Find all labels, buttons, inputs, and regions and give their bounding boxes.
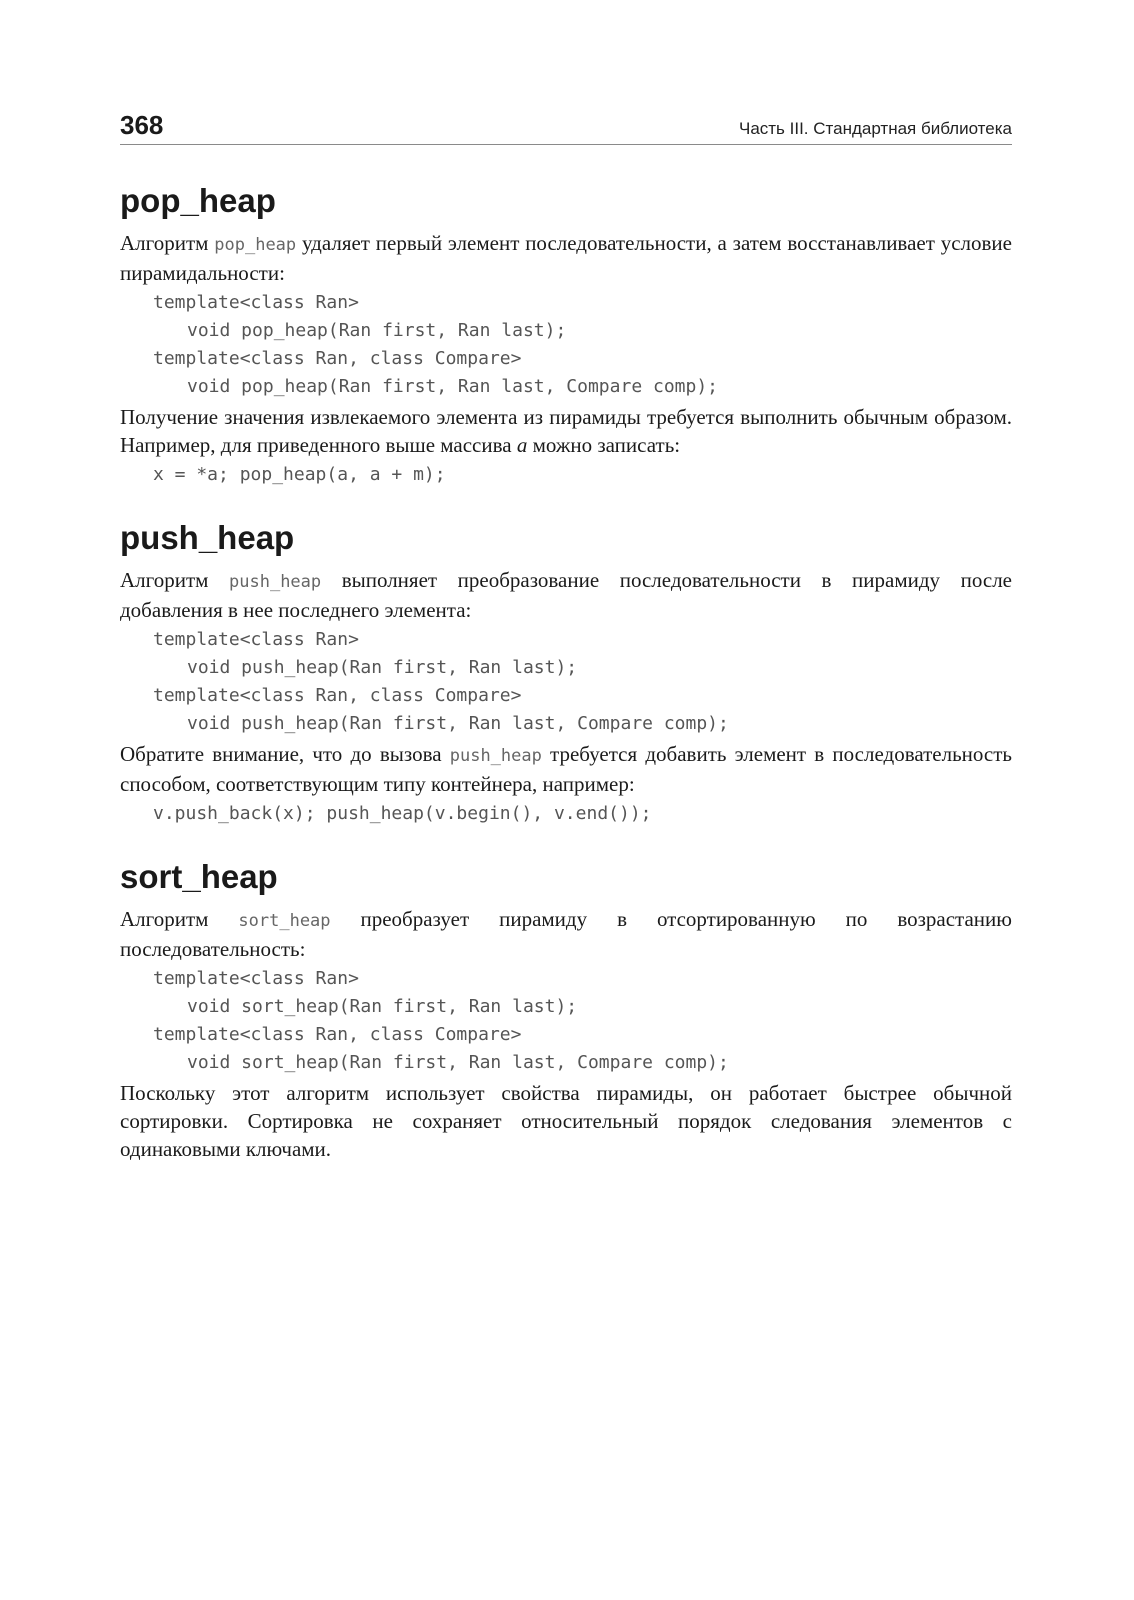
- section-pop-heap: [120, 182, 1012, 489]
- pop-heap-note: [120, 403, 1012, 459]
- push-heap-example: [153, 800, 1012, 828]
- section-title-sort-heap: sort_heap: [120, 858, 278, 895]
- sort-heap-signatures: [153, 965, 1012, 1077]
- code-line: template<class Ran>: [153, 292, 359, 313]
- push-heap-intro-code: push_heap: [229, 572, 322, 592]
- code-line: template<class Ran, class Compare>: [153, 1024, 522, 1045]
- section-title-push-heap: push_heap: [120, 519, 295, 556]
- code-line: template<class Ran, class Compare>: [153, 685, 522, 706]
- sort-heap-intro: [120, 905, 1012, 963]
- push-heap-note-after: требуется добавить элемент в последовательность способом, соответствующим типу контейнера, например:: [120, 742, 1013, 796]
- pop-heap-intro-after: удаляет первый элемент последовательности, а затем восстанавливает условие пирамидальности:: [120, 231, 1012, 285]
- push-heap-note-code: push_heap: [449, 746, 542, 766]
- code-line: void pop_heap(Ran first, Ran last, Compare comp);: [187, 376, 719, 397]
- sort-heap-intro-after: преобразует пирамиду в отсортированную по возрастанию последовательность:: [120, 907, 1012, 961]
- pop-heap-intro-before: Алгоритм: [120, 231, 215, 255]
- sort-heap-intro-code: sort_heap: [238, 911, 331, 931]
- pop-heap-intro-code: pop_heap: [214, 235, 297, 255]
- pop-heap-note-var: a: [516, 433, 528, 457]
- sort-heap-note: Поскольку этот алгоритм использует свойства пирамиды, он работает быстрее обычной сортировки. Сортировка не сохраняет относительный порядок следования элементов с одинаковыми ключами.: [120, 1081, 1012, 1161]
- code-line: void push_heap(Ran first, Ran last, Compare comp);: [187, 713, 729, 734]
- sort-heap-intro-before: Алгоритм: [120, 907, 239, 931]
- pop-heap-example: [153, 461, 1012, 489]
- code-line: void pop_heap(Ran first, Ran last);: [187, 320, 567, 341]
- push-heap-intro-before: Алгоритм: [120, 568, 230, 592]
- push-heap-note-before: Обратите внимание, что до вызова: [120, 742, 450, 766]
- pop-heap-note-before: Получение значения извлекаемого элемента из пирамиды требуется выполнить обычным образом. Например, для приведенного выше массива: [120, 405, 1012, 457]
- book-page: [120, 100, 1012, 1163]
- code-line: v.push_back(x); push_heap(v.begin(), v.end());: [153, 803, 652, 824]
- part-title: Часть III. Стандартная библиотека: [738, 119, 1012, 138]
- push-heap-intro-after: выполняет преобразование последовательности в пирамиду после добавления в нее последнего элемента:: [120, 568, 1012, 622]
- code-line: template<class Ran>: [153, 629, 359, 650]
- code-line: void sort_heap(Ran first, Ran last, Compare comp);: [187, 1052, 729, 1073]
- section-title-pop-heap: pop_heap: [120, 182, 276, 219]
- running-header: [120, 100, 1012, 145]
- pop-heap-signatures: [153, 289, 1012, 401]
- pop-heap-note-after: можно записать:: [527, 433, 681, 457]
- code-line: void push_heap(Ran first, Ran last);: [187, 657, 578, 678]
- pop-heap-intro: [120, 229, 1012, 287]
- push-heap-signatures: [153, 626, 1012, 738]
- page-number: 368: [120, 110, 164, 140]
- section-sort-heap: [120, 858, 1012, 1163]
- push-heap-note: [120, 740, 1012, 798]
- section-push-heap: [120, 519, 1012, 828]
- code-line: x = *a; pop_heap(a, a + m);: [153, 464, 446, 485]
- code-line: template<class Ran>: [153, 968, 359, 989]
- code-line: void sort_heap(Ran first, Ran last);: [187, 996, 578, 1017]
- push-heap-intro: [120, 566, 1012, 624]
- code-line: template<class Ran, class Compare>: [153, 348, 522, 369]
